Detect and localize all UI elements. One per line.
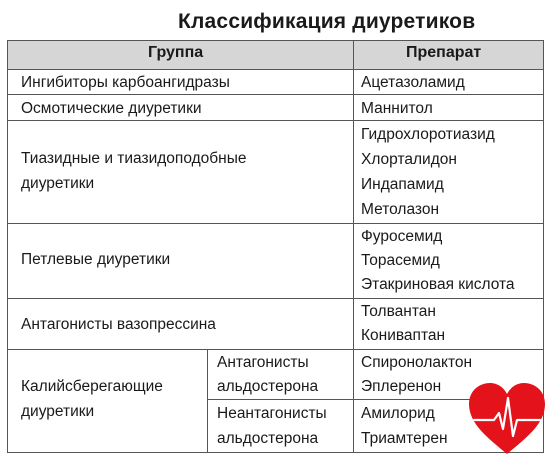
group-cell: Ингибиторы карбоангидразы xyxy=(21,74,230,91)
row-divider xyxy=(7,223,543,224)
subgroup-cell: Неантагонисты xyxy=(217,405,327,422)
column-divider xyxy=(353,40,354,453)
group-cell: диуретики xyxy=(21,175,95,192)
drug-cell: Амилорид xyxy=(361,405,435,422)
heart-ecg-icon xyxy=(466,380,548,456)
subgroup-divider xyxy=(207,349,208,453)
drug-cell: Спиронолактон xyxy=(361,354,473,371)
subgroup-cell: альдостерона xyxy=(217,378,319,395)
drug-cell: Эплеренон xyxy=(361,378,442,395)
subgroup-cell: Антагонисты xyxy=(217,354,309,371)
table-bottom xyxy=(7,452,543,453)
header-drug: Препарат xyxy=(406,44,482,61)
row-divider xyxy=(7,298,543,299)
group-cell: Калийсберегающие xyxy=(21,378,163,395)
group-cell: диуретики xyxy=(21,403,95,420)
drug-cell: Триамтерен xyxy=(361,430,448,447)
drug-cell: Маннитол xyxy=(361,100,433,117)
drug-cell: Толвантан xyxy=(361,303,436,320)
group-cell: Осмотические диуретики xyxy=(21,100,202,117)
drug-cell: Этакриновая кислота xyxy=(361,276,515,293)
table-left-border xyxy=(7,40,8,453)
group-cell: Петлевые диуретики xyxy=(21,251,171,268)
heart-shape xyxy=(469,383,545,454)
drug-cell: Гидрохлоротиазид xyxy=(361,126,495,143)
table-title: Классификация диуретиков xyxy=(178,10,476,33)
drug-cell: Индапамид xyxy=(361,176,444,193)
drug-cell: Фуросемид xyxy=(361,228,443,245)
drug-cell: Торасемид xyxy=(361,252,440,269)
drug-cell: Метолазон xyxy=(361,201,439,218)
header-group: Группа xyxy=(148,44,204,61)
group-cell: Тиазидные и тиазидоподобные xyxy=(21,150,247,167)
group-cell: Антагонисты вазопрессина xyxy=(21,316,216,333)
drug-cell: Ацетазоламид xyxy=(361,74,465,91)
subgroup-cell: альдостерона xyxy=(217,430,319,447)
drug-cell: Хлорталидон xyxy=(361,151,457,168)
drug-cell: Кониваптан xyxy=(361,327,446,344)
